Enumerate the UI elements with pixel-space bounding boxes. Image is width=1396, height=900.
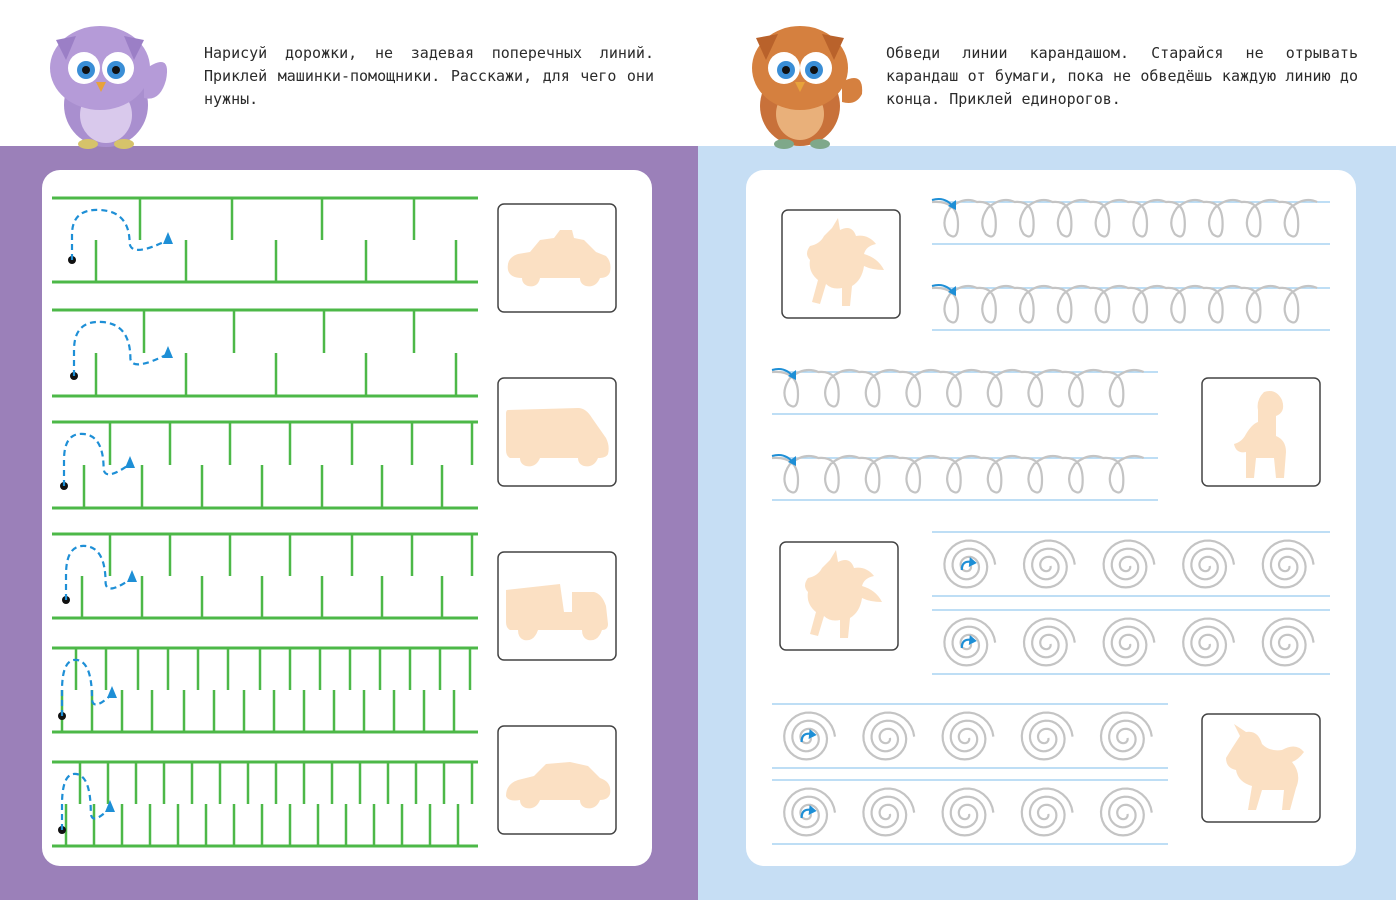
spiral-trace-path xyxy=(1022,713,1073,760)
spiral-trace-path xyxy=(1104,619,1155,666)
spiral-trace-path xyxy=(1183,619,1234,666)
spiral-trace-path xyxy=(1263,619,1314,666)
sticker-slot xyxy=(780,542,898,650)
spiral-trace-path xyxy=(1024,541,1075,588)
spiral-row-4 xyxy=(772,780,1168,844)
spiral-trace-path xyxy=(1263,541,1314,588)
spiral-row-3 xyxy=(772,704,1168,768)
spiral-trace-path xyxy=(863,789,914,836)
spiral-row-2 xyxy=(932,610,1330,674)
spiral-trace-path xyxy=(1104,541,1155,588)
right-instruction-text: Обведи линии карандашом. Старайся не отрывать карандаш от бумаги, пока не обведёшь каждую линию до конца. Приклей единорогов. xyxy=(886,44,1358,108)
loop-row-1 xyxy=(932,199,1330,244)
spiral-trace-path xyxy=(863,713,914,760)
left-instruction-text: Нарисуй дорожки, не задевая поперечных линий. Приклей машинки-помощники. Расскажи, для чего они нужны. xyxy=(204,44,654,108)
loop-row-3 xyxy=(772,369,1158,414)
loop-trace-path xyxy=(772,456,1144,492)
spiral-trace-path xyxy=(943,789,994,836)
spiral-trace-path xyxy=(1022,789,1073,836)
loop-trace-path xyxy=(772,370,1144,406)
loop-trace-path xyxy=(932,200,1317,236)
spiral-trace-path xyxy=(1101,713,1152,760)
spiral-trace-path xyxy=(943,713,994,760)
spiral-trace-path xyxy=(1024,619,1075,666)
loop-row-4 xyxy=(772,455,1158,500)
sticker-slot xyxy=(1202,378,1320,486)
loop-row-2 xyxy=(932,285,1330,330)
loop-trace-path xyxy=(932,286,1317,322)
sticker-slot xyxy=(782,210,900,318)
sticker-slot xyxy=(1202,714,1320,822)
spiral-trace-path xyxy=(1183,541,1234,588)
spiral-trace-path xyxy=(1101,789,1152,836)
spiral-row-1 xyxy=(932,532,1330,596)
